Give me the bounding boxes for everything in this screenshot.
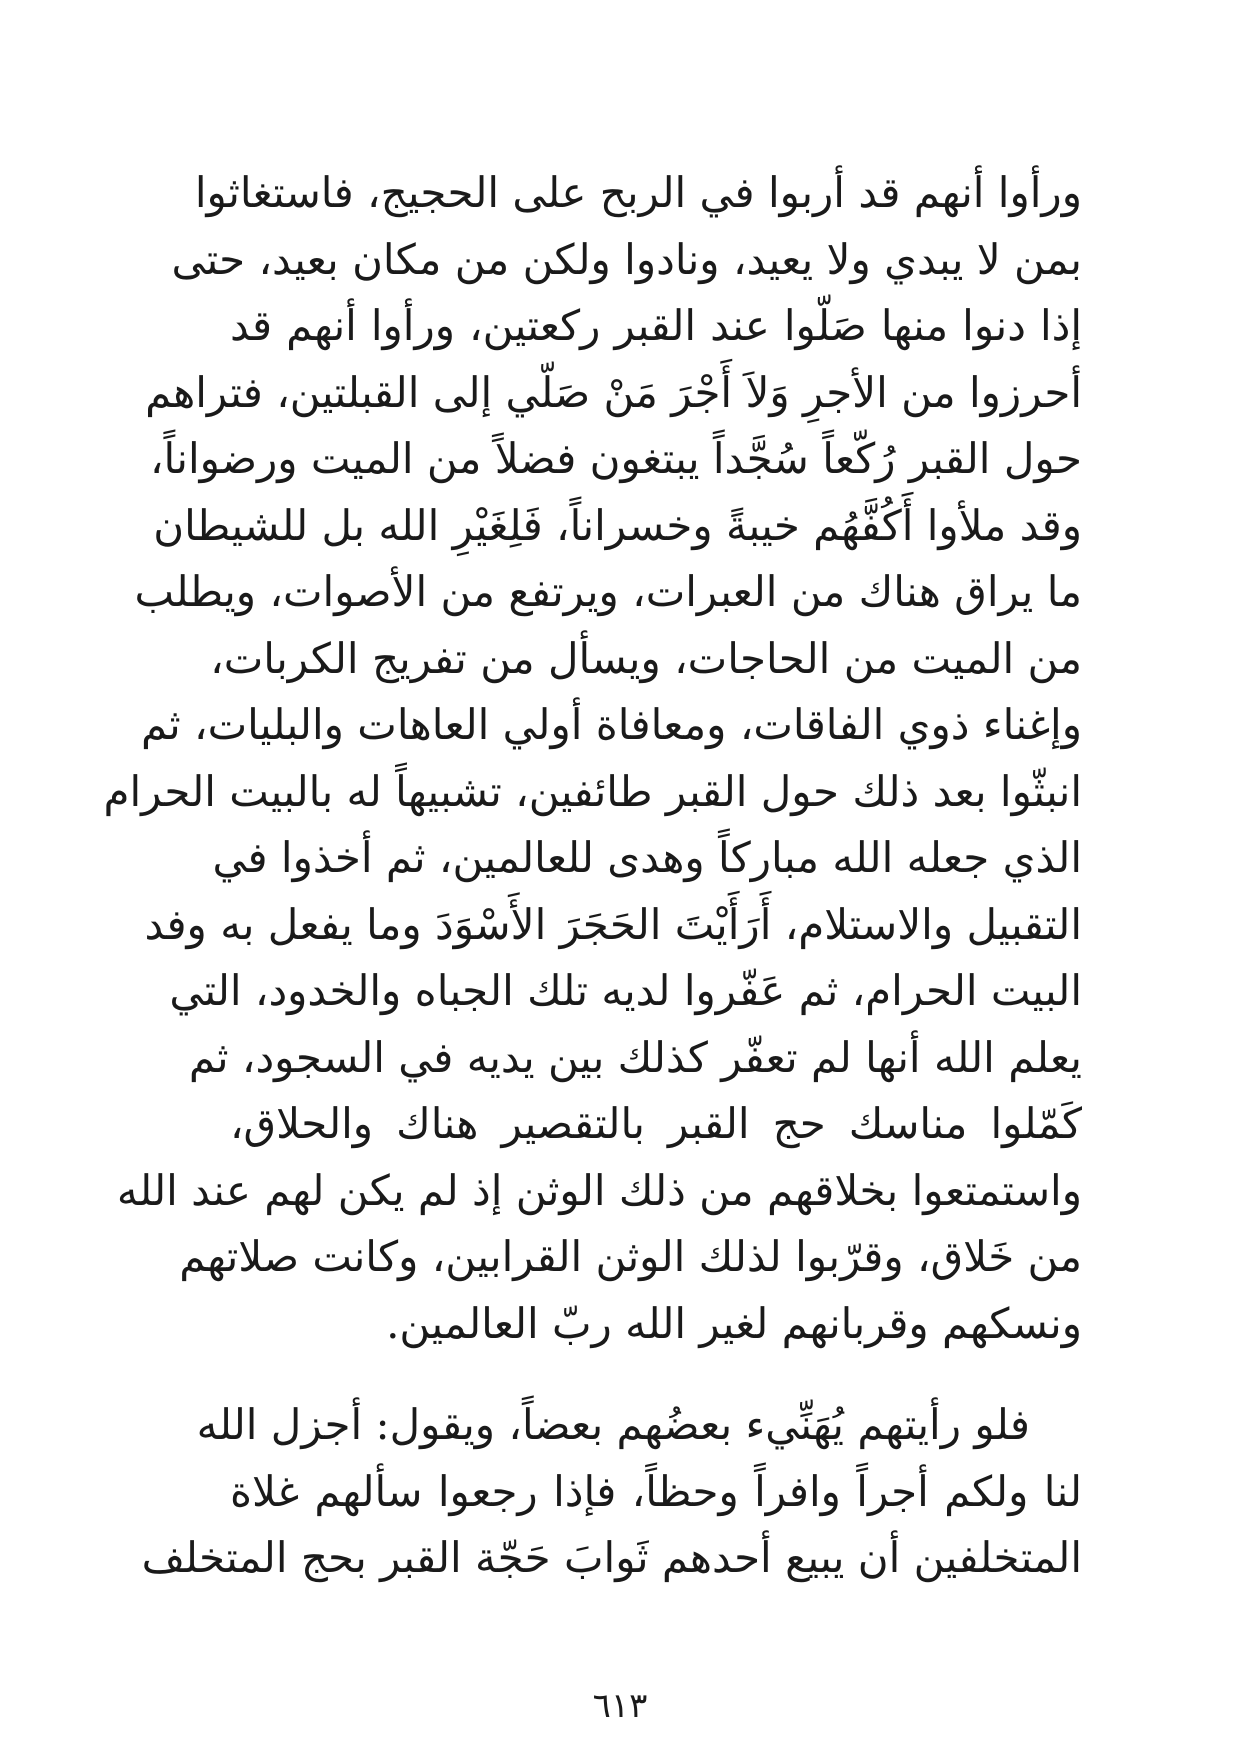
text-line: وقد ملأوا أَكُفَّهُم خيبةً وخسراناً، فَلِغَيْرِ الله بل للشيطان — [153, 500, 1082, 550]
text-line: أحرزوا من الأجرِ وَلاَ أَجْرَ مَنْ صَلّي إلى القبلتين، فتراهم — [145, 367, 1082, 417]
text-line: إذا دنوا منها صَلّوا عند القبر ركعتين، ورأوا أنهم قد — [230, 301, 1082, 350]
text-line: البيت الحرام، ثم عَفّروا لديه تلك الجباه والخدود، التي — [169, 966, 1082, 1015]
text-line: يعلم الله أنها لم تعفّر كذلك بين يديه في السجود، ثم — [188, 1032, 1082, 1082]
paragraph-1 — [103, 160, 1082, 1357]
text-line: ورأوا أنهم قد أربوا في الربح على الحجيج، فاستغاثوا — [194, 168, 1082, 217]
text-line: فلو رأيتهم يُهَنِّيء بعضُهم بعضاً، ويقول: أجزل الله — [196, 1400, 1030, 1449]
text-line: كَمّلوا مناسك حج القبر بالتقصير هناك والحلاق، — [230, 1099, 1082, 1148]
text-line: وإغناء ذوي الفاقات، ومعافاة أولي العاهات والبليات، ثم — [141, 700, 1082, 749]
text-line: من الميت من الحاجات، ويسأل من تفريج الكربات، — [210, 633, 1082, 683]
text-line: الذي جعله الله مباركاً وهدى للعالمين، ثم أخذوا في — [212, 833, 1082, 882]
text-line: من خَلاق، وقرّبوا لذلك الوثن القرابين، وكانت صلاتهم — [179, 1232, 1082, 1281]
text-line: لنا ولكم أجراً وافراً وحظاً، فإذا رجعوا سألهم غلاة — [230, 1466, 1082, 1516]
text-line: ونسكهم وقربانهم لغير الله ربّ العالمين. — [386, 1298, 1082, 1348]
text-line: بمن لا يبدي ولا يعيد، ونادوا ولكن من مكان بعيد، حتى — [171, 234, 1082, 284]
text-line: حول القبر رُكّعاً سُجَّداً يبتغون فضلاً من الميت ورضواناً، — [149, 434, 1082, 483]
text-line: المتخلفين أن يبيع أحدهم ثَوابَ حَجّة القبر بحج المتخلف — [141, 1533, 1082, 1582]
text-line: واستمتعوا بخلاقهم من ذلك الوثن إذ لم يكن لهم عند الله — [116, 1165, 1082, 1215]
text-line: التقبيل والاستلام، أَرَأَيْتَ الحَجَرَ الأَسْوَدَ وما يفعل به وفد — [144, 899, 1082, 949]
page-number: ٦١٣ — [592, 1686, 648, 1726]
text-line: انبثّوا بعد ذلك حول القبر طائفين، تشبيهاً له بالبيت الحرام — [103, 766, 1082, 816]
paragraph-2 — [141, 1392, 1082, 1592]
text-line: ما يراق هناك من العبرات، ويرتفع من الأصوات، ويطلب — [134, 567, 1082, 616]
